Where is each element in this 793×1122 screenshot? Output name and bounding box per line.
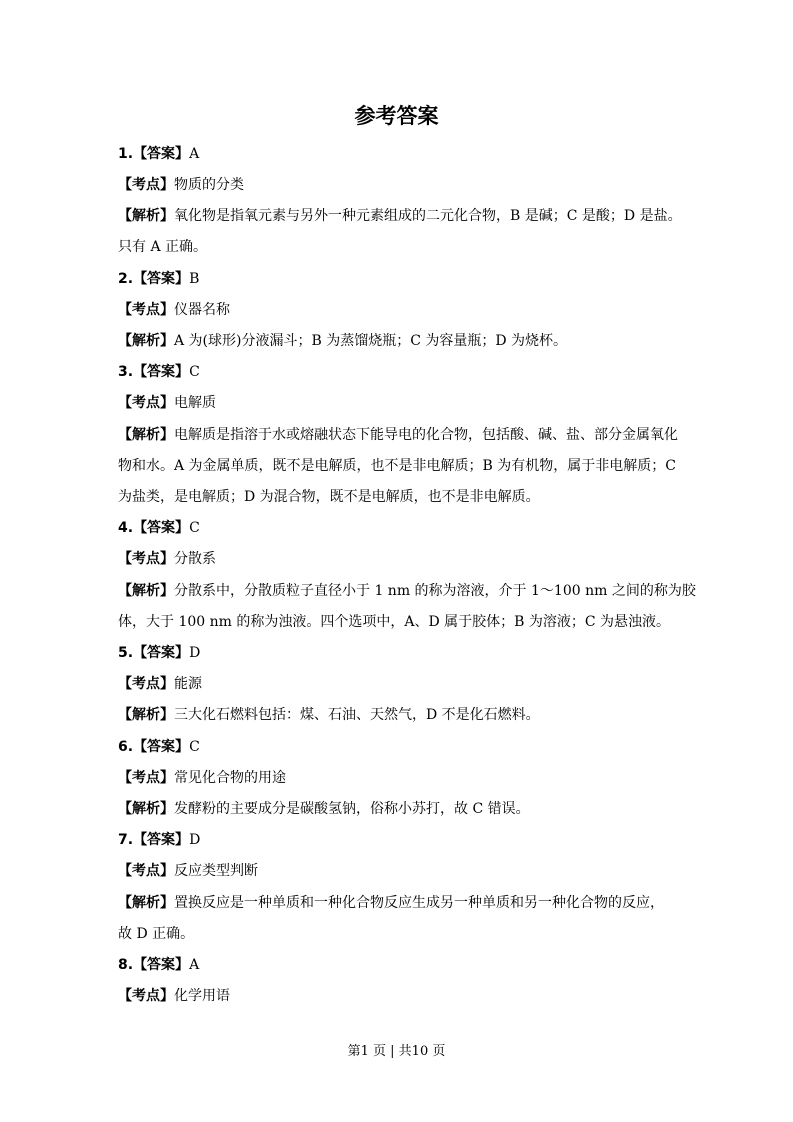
analysis-cont: 只有 A 正确。 [118, 239, 208, 255]
answer-value: D [189, 645, 201, 661]
answer-value: A [189, 957, 200, 973]
answer-label: 【答案】 [133, 271, 190, 287]
item-number: 3. [118, 364, 134, 380]
point-line-3 [118, 393, 216, 413]
answer-line-6 [118, 737, 200, 757]
point-line-4 [118, 549, 216, 569]
analysis-line-6 [118, 799, 530, 819]
point-value: 电解质 [174, 395, 216, 411]
analysis-line-3 [118, 425, 678, 445]
point-line-6 [118, 768, 286, 788]
answer-label: 【答案】 [133, 520, 190, 536]
item-number: 2. [118, 271, 134, 287]
answer-line-7 [118, 830, 200, 850]
analysis-text: 三大化石燃料包括：煤、石油、天然气，D 不是化石燃料。 [174, 707, 540, 723]
answer-line-5 [118, 643, 200, 663]
analysis-label: 【解析】 [118, 333, 174, 349]
point-label: 【考点】 [118, 863, 174, 879]
analysis-line-4 [118, 581, 696, 601]
answer-line-2 [118, 269, 199, 289]
point-value: 反应类型判断 [174, 863, 258, 879]
answer-label: 【答案】 [133, 739, 190, 755]
point-label: 【考点】 [118, 988, 174, 1004]
answer-line-8 [118, 955, 199, 975]
analysis-line-7 [118, 893, 664, 913]
point-value: 物质的分类 [174, 177, 244, 193]
analysis-label: 【解析】 [118, 427, 174, 443]
point-line-2 [118, 300, 230, 320]
point-line-1 [118, 175, 244, 195]
point-label: 【考点】 [118, 551, 174, 567]
answer-value: C [189, 739, 200, 755]
analysis-text: 氧化物是指氧元素与另外一种元素组成的二元化合物，B 是碱；C 是酸；D 是盐。 [174, 208, 682, 224]
answer-line-1 [118, 144, 199, 164]
analysis-label: 【解析】 [118, 707, 174, 723]
analysis-text: 发酵粉的主要成分是碳酸氢钠，俗称小苏打，故 C 错误。 [174, 801, 530, 817]
analysis-cont: 故 D 正确。 [118, 926, 195, 942]
answer-label: 【答案】 [133, 832, 190, 848]
point-value: 能源 [174, 676, 202, 692]
item-number: 8. [118, 957, 134, 973]
analysis-cont: 物和水。A 为金属单质，既不是电解质，也不是非电解质；B 为有机物，属于非电解质；C [118, 458, 677, 474]
analysis-text: 置换反应是一种单质和一种化合物反应生成另一种单质和另一种化合物的反应， [174, 895, 664, 911]
analysis-label: 【解析】 [118, 801, 174, 817]
analysis-line-2 [118, 331, 567, 351]
point-label: 【考点】 [118, 676, 174, 692]
point-value: 分散系 [174, 551, 216, 567]
point-label: 【考点】 [118, 302, 174, 318]
item-number: 6. [118, 739, 134, 755]
answer-value: D [189, 832, 201, 848]
answer-label: 【答案】 [133, 146, 190, 162]
analysis-label: 【解析】 [118, 583, 174, 599]
point-label: 【考点】 [118, 395, 174, 411]
analysis-line-5 [118, 705, 540, 725]
point-line-7 [118, 861, 258, 881]
answer-line-3 [118, 362, 200, 382]
analysis-label: 【解析】 [118, 895, 174, 911]
analysis-text: 电解质是指溶于水或熔融状态下能导电的化合物，包括酸、碱、盐、部分金属氧化 [174, 427, 678, 443]
point-line-8 [118, 986, 230, 1006]
item-number: 4. [118, 520, 134, 536]
page-title: 参考答案 [354, 104, 439, 128]
answer-value: C [189, 364, 200, 380]
answer-value: B [189, 271, 200, 287]
item-number: 1. [118, 146, 134, 162]
point-label: 【考点】 [118, 177, 174, 193]
answer-label: 【答案】 [133, 957, 190, 973]
analysis-line-1 [118, 206, 682, 226]
page-footer: 第1 页 | 共10 页 [347, 1044, 446, 1059]
answer-label: 【答案】 [133, 364, 190, 380]
point-line-5 [118, 674, 202, 694]
point-value: 常见化合物的用途 [174, 770, 286, 786]
point-value: 化学用语 [174, 988, 230, 1004]
item-number: 5. [118, 645, 134, 661]
answer-value: A [189, 146, 200, 162]
analysis-text: A 为(球形)分液漏斗；B 为蒸馏烧瓶；C 为容量瓶；D 为烧杯。 [174, 333, 568, 349]
answer-value: C [189, 520, 200, 536]
point-value: 仪器名称 [174, 302, 230, 318]
point-label: 【考点】 [118, 770, 174, 786]
answer-label: 【答案】 [133, 645, 190, 661]
answer-line-4 [118, 518, 200, 538]
analysis-cont: 为盐类，是电解质；D 为混合物，既不是电解质，也不是非电解质。 [118, 489, 540, 505]
analysis-cont: 体，大于 100 nm 的称为浊液。四个选项中，A、D 属于胶体；B 为溶液；C 为悬浊液。 [118, 614, 671, 630]
analysis-label: 【解析】 [118, 208, 174, 224]
item-number: 7. [118, 832, 134, 848]
analysis-text: 分散系中，分散质粒子直径小于 1 nm 的称为溶液，介于 1～100 nm 之间的称为胶 [174, 583, 696, 599]
